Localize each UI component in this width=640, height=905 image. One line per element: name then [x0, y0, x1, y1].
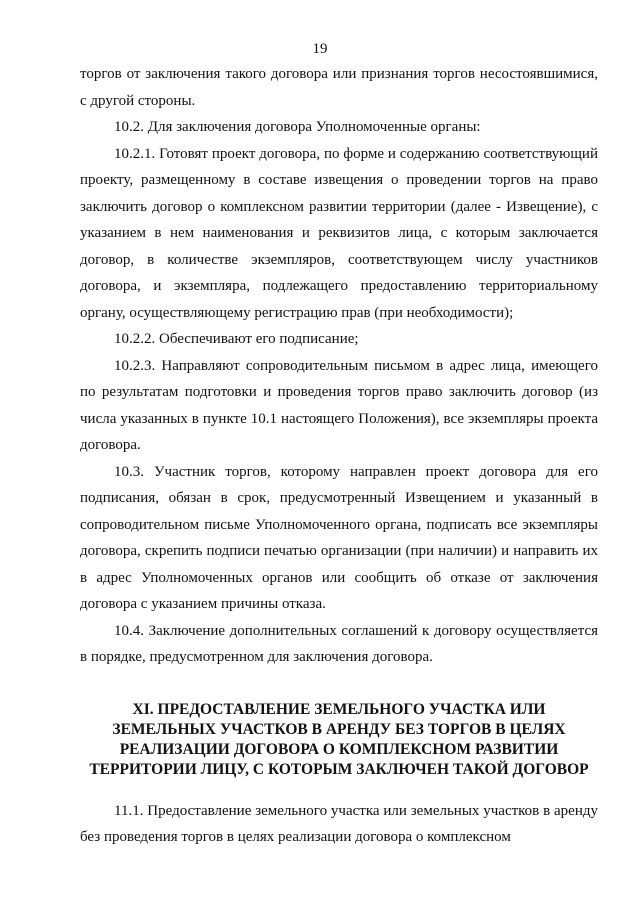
paragraph-10-2-1: 10.2.1. Готовят проект договора, по форме и содержанию соответствующий проекту, размещенному в составе извещения о проведении торгов на право заключить договор о комплексном развитии территории (далее - Извещение), с указанием в нем наименования и реквизитов лица, с которым заключается договор, в количестве экземпляров, соответствующем числу участников договора, и экземпляра, подлежащего предоставлению территориальному органу, осуществляющему регистрацию прав (при необходимости); [80, 145, 598, 321]
paragraph-10-4: 10.4. Заключение дополнительных соглашений к договору осуществляется в порядке, предусмотренном для заключения договора. [80, 622, 598, 665]
section-heading-xi: XI. ПРЕДОСТАВЛЕНИЕ ЗЕМЕЛЬНОГО УЧАСТКА ИЛИ ЗЕМЕЛЬНЫХ УЧАСТКОВ В АРЕНДУ БЕЗ ТОРГОВ В ЦЕЛЯХ РЕАЛИЗАЦИИ ДОГОВОРА О КОМПЛЕКСНОМ РАЗВИТИИ ТЕРРИТОРИИ ЛИЦУ, С КОТОРЫМ ЗАКЛЮЧЕН ТАКОЙ ДОГОВОР [89, 700, 589, 778]
paragraph-11-1: 11.1. Предоставление земельного участка или земельных участков в аренду без проведения торгов в целях реализации договора о комплексном [80, 802, 598, 845]
paragraph-10-2-3: 10.2.3. Направляют сопроводительным письмом в адрес лица, имеющего по результатам подготовки и проведения торгов право заключить договор (из числа указанных в пункте 10.1 настоящего Положения), все экземпляры проекта договора. [80, 357, 598, 453]
paragraph-continuation: торгов от заключения такого договора или признания торгов несостоявшимися, с другой стороны. [80, 66, 598, 109]
paragraph-10-3: 10.3. Участник торгов, которому направлен проект договора для его подписания, обязан в срок, предусмотренный Извещением и указанный в сопроводительном письме Уполномоченного органа, подписать все экземпляры договора, скрепить подписи печатью организации (при наличии) и направить их в адрес Уполномоченных органов или сообщить об отказе от заключения договора с указанием причины отказа. [80, 463, 598, 612]
page-content [80, 61, 598, 851]
paragraph-10-2-2: 10.2.2. Обеспечивают его подписание; [114, 331, 359, 347]
paragraph-10-2: 10.2. Для заключения договора Уполномоченные органы: [114, 119, 481, 135]
page-number: 19 [312, 41, 328, 57]
